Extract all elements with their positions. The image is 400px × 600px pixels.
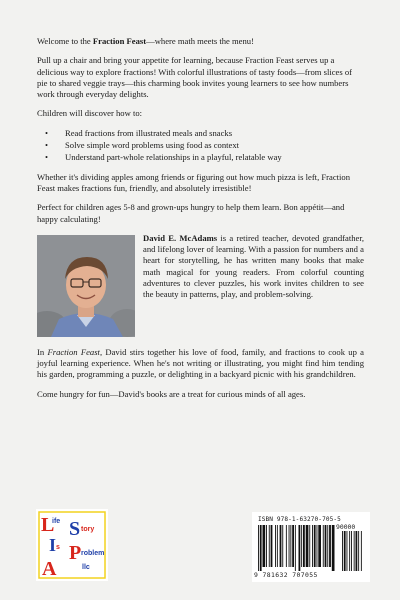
paragraph-1: Pull up a chair and bring your appetite for learning, because Fraction Feast serves up a delicious way to explore fractions! With colorful illustrations of tasty foods—from slices of pie to shared veggie trays—this charming book invites young learners to see how numbers work through everyday delights. <box>37 55 353 100</box>
barcode-addon-bar <box>351 531 352 571</box>
p4-rest: , David stirs together his love of food, family, and fractions to cook up a joyful learning experience. When he's not writing or illustrating, you might find him tending his garden, programming a puzzle, or delighting in a backyard picnic with his grandchildren. <box>37 346 365 380</box>
logo-letter-l: L <box>41 514 55 536</box>
logo-letter-a: A <box>42 558 57 580</box>
barcode-addon-bar <box>342 531 343 571</box>
publisher-logo <box>36 509 108 581</box>
logo-word-is: s <box>56 544 60 551</box>
bullet-list <box>37 128 364 164</box>
barcode-addon-bar <box>347 531 348 571</box>
barcode-bar <box>292 525 294 567</box>
author-bio-text: is a retired teacher, devoted grandfather, and lifelong lover of learning. With a passion for numbers and a heart for storytelling, he has written many books that make math magical for young readers. From colorful counting adventures to clever puzzles, his work invites children to see the beauty in patterns, play, and problem-solving. <box>143 232 364 300</box>
barcode-bar <box>289 525 290 567</box>
logo-word-llc: llc <box>82 564 90 571</box>
logo-word-life: ife <box>52 518 61 525</box>
barcode-bar <box>275 525 276 567</box>
price-code: 90000 <box>336 523 356 531</box>
barcode-addon-bar <box>358 531 359 571</box>
logo-letter-i: I <box>49 535 57 555</box>
barcode-bar <box>271 525 273 567</box>
barcode-addon-bar <box>356 531 358 571</box>
bullet-item: • Understand part-whole relationships in a playful, relatable way <box>59 152 364 163</box>
barcode-bar <box>306 525 309 567</box>
barcode-number: 9 781632 707055 <box>254 571 318 579</box>
barcode-bar <box>329 525 331 567</box>
barcode-bar <box>286 525 287 567</box>
barcode-bar <box>317 525 318 567</box>
bullet-item: • Solve simple word problems using food as context <box>59 140 364 151</box>
barcode-bar <box>323 525 324 567</box>
barcode-bar <box>299 525 301 571</box>
paragraph-4 <box>37 347 364 381</box>
p4-start: In <box>37 346 48 357</box>
logo-word-problem: roblem <box>81 550 105 557</box>
barcode-addon-bar <box>361 531 362 571</box>
barcode-bar <box>301 525 302 567</box>
barcode-bar <box>280 525 282 567</box>
intro-line <box>37 36 364 47</box>
barcode-bars <box>258 525 364 571</box>
barcode-bar <box>290 525 291 567</box>
paragraph-5: Come hungry for fun—David's books are a treat for curious minds of all ages. <box>37 388 306 399</box>
barcode-bar <box>303 525 305 567</box>
description-block <box>37 36 364 408</box>
barcode-bar <box>325 525 327 567</box>
barcode-bar <box>277 525 278 567</box>
book-title-bold: Fraction Feast <box>92 36 147 46</box>
logo-letter-p: P <box>69 542 82 564</box>
barcode-bar <box>260 525 262 571</box>
paragraph-2: Whether it's dividing apples among friends or figuring out how much pizza is left, Fraction Feast makes fractions fun, friendly, and absolutely irresistible! <box>37 171 351 193</box>
logo-letter-s: S <box>69 518 81 540</box>
bullet-item: • Read fractions from illustrated meals and snacks <box>59 128 364 139</box>
barcode-addon-bar <box>344 531 346 571</box>
isbn-label <box>258 516 366 523</box>
paragraph-3: Perfect for children ages 5-8 and grown-ups hungry to help them learn. Bon appétit—and happy calculating! <box>37 202 345 224</box>
barcode-bar <box>266 525 267 567</box>
barcode-bar <box>309 525 310 567</box>
barcode-bar <box>263 525 266 567</box>
intro-text: Welcome to the <box>37 36 93 46</box>
author-bio-section <box>37 233 364 339</box>
author-photo <box>37 235 135 337</box>
barcode-addon-bar <box>349 531 350 571</box>
book-title-italic: Fraction Feast <box>47 346 100 357</box>
logo-word-story: tory <box>81 526 95 533</box>
barcode-bar <box>314 525 316 567</box>
barcode-bar <box>295 525 296 571</box>
barcode-bar <box>327 525 328 567</box>
barcode-bar <box>269 525 270 567</box>
discover-heading: Children will discover how to: <box>37 108 143 119</box>
barcode-bar <box>282 525 283 567</box>
barcode-bar <box>332 525 335 571</box>
author-name: David E. McAdams <box>143 232 218 243</box>
barcode-bar <box>312 525 313 567</box>
isbn-number: ISBN 978-1-63270-705-5 <box>258 516 341 523</box>
barcode-bar <box>258 525 259 571</box>
barcode-bar <box>318 525 321 567</box>
intro-tail: —where math meets the menu! <box>146 36 254 46</box>
barcode-addon-bar <box>354 531 355 571</box>
